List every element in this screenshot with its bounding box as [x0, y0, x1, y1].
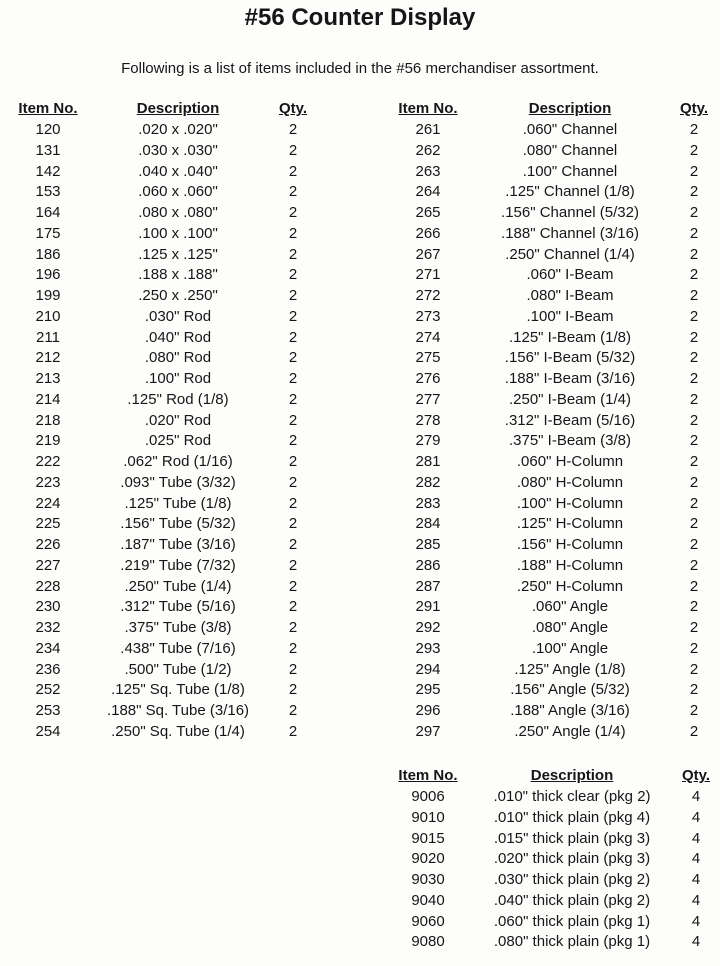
- quantity: 2: [288, 619, 298, 636]
- description: .080" H-Column: [516, 473, 624, 491]
- description: .100" H-Column: [516, 494, 624, 512]
- description: .188" H-Column: [516, 556, 624, 574]
- description: .020 x .020": [138, 121, 218, 138]
- table-row: [378, 829, 720, 850]
- item-number: 297: [415, 722, 441, 740]
- description: .156" I-Beam (5/32): [504, 349, 636, 367]
- page-subtitle: Following is a list of items included in the #56 merchandiser assortment.: [121, 60, 599, 77]
- table-row: [378, 182, 720, 203]
- header-quantity: Qty.: [681, 767, 711, 784]
- item-number: 186: [35, 245, 61, 263]
- quantity: 2: [288, 390, 298, 408]
- table-row: [378, 787, 720, 808]
- item-number: 253: [35, 702, 61, 719]
- description: .040" thick plain (pkg 2): [493, 891, 651, 909]
- table-row: [0, 265, 340, 286]
- table-row: [378, 891, 720, 912]
- item-number: 9060: [411, 912, 445, 930]
- item-number: 211: [36, 328, 60, 346]
- table-row: [378, 473, 720, 494]
- item-number: 278: [415, 411, 441, 429]
- table-row: [0, 618, 340, 639]
- item-number: 261: [415, 121, 441, 138]
- item-number: 252: [35, 681, 61, 699]
- item-number: 222: [35, 453, 61, 470]
- quantity: 2: [689, 598, 699, 616]
- item-number: 224: [35, 494, 61, 512]
- item-number: 275: [415, 349, 441, 367]
- quantity: 2: [689, 224, 699, 242]
- description: .080" Channel: [522, 141, 618, 159]
- table-row: [0, 701, 340, 722]
- item-number: 291: [415, 598, 441, 616]
- description: .030 x .030": [138, 141, 218, 159]
- quantity: 2: [689, 162, 699, 180]
- description: .156" Angle (5/32): [510, 681, 630, 699]
- description: .250" Angle (1/4): [514, 722, 626, 740]
- description: .060 x .060": [138, 183, 218, 201]
- quantity: 4: [691, 850, 701, 868]
- description: .188 x .188": [138, 266, 218, 284]
- table-header: [378, 765, 720, 787]
- description: .187" Tube (3/16): [120, 536, 236, 553]
- description: .125" Sq. Tube (1/8): [111, 681, 245, 699]
- quantity: 2: [288, 121, 298, 138]
- item-number: 9080: [411, 933, 445, 951]
- table-row: [378, 390, 720, 411]
- item-number: 175: [35, 224, 61, 242]
- header-description: Description: [136, 100, 220, 117]
- description: .060" I-Beam: [526, 266, 614, 284]
- item-number: 276: [415, 370, 441, 387]
- table-row: [0, 431, 340, 452]
- table-row: [0, 286, 340, 307]
- table-row: [378, 912, 720, 933]
- description: .219" Tube (7/32): [120, 556, 236, 574]
- item-number: 293: [415, 639, 441, 657]
- item-number: 287: [415, 577, 441, 595]
- description: .060" Angle: [531, 598, 609, 616]
- description: .080 x .080": [138, 204, 218, 221]
- table-row: [0, 411, 340, 432]
- quantity: 4: [691, 871, 701, 888]
- description: .020" thick plain (pkg 3): [493, 850, 651, 868]
- quantity: 2: [689, 722, 699, 740]
- description: .093" Tube (3/32): [120, 473, 236, 491]
- header-quantity: Qty.: [278, 100, 308, 117]
- table-row: [378, 452, 720, 473]
- item-number: 212: [35, 349, 61, 367]
- item-number: 218: [35, 411, 61, 429]
- table-row: [378, 808, 720, 829]
- quantity: 4: [691, 808, 701, 826]
- table-row: [378, 431, 720, 452]
- table-row: [0, 369, 340, 390]
- item-number: 120: [35, 121, 61, 138]
- header-item-number: Item No.: [18, 100, 78, 117]
- item-number: 292: [415, 619, 441, 636]
- header-item-number: Item No.: [398, 767, 458, 784]
- quantity: 2: [689, 619, 699, 636]
- table-row: [378, 348, 720, 369]
- item-number: 9040: [411, 891, 445, 909]
- description: .156" H-Column: [516, 536, 624, 553]
- description: .438" Tube (7/16): [120, 639, 236, 657]
- item-number: 196: [35, 266, 61, 284]
- quantity: 2: [689, 494, 699, 512]
- header-description: Description: [528, 100, 612, 117]
- item-number: 9015: [411, 829, 445, 847]
- item-number: 226: [35, 536, 61, 553]
- description: .250" I-Beam (1/4): [508, 390, 632, 408]
- quantity: 2: [288, 349, 298, 367]
- description: .125" Rod (1/8): [127, 390, 229, 408]
- table-row: [378, 203, 720, 224]
- table-row: [0, 182, 340, 203]
- table-row: [378, 680, 720, 701]
- description: .125 x .125": [138, 245, 218, 263]
- description: .375" I-Beam (3/8): [508, 432, 632, 450]
- description: .188" Channel (3/16): [501, 224, 639, 242]
- table-row: [378, 120, 720, 141]
- item-number: 230: [35, 598, 61, 616]
- table-row: [0, 141, 340, 162]
- description: .030" thick plain (pkg 2): [493, 871, 651, 888]
- page-title: #56 Counter Display: [244, 4, 476, 31]
- description: .060" thick plain (pkg 1): [493, 912, 651, 930]
- quantity: 2: [689, 473, 699, 491]
- description: .080" Angle: [531, 619, 609, 636]
- table-row: [0, 514, 340, 535]
- table-row: [378, 224, 720, 245]
- description: .125" Channel (1/8): [505, 183, 635, 201]
- description: .015" thick plain (pkg 3): [493, 829, 651, 847]
- description: .030" Rod: [144, 307, 212, 325]
- table-row: [378, 369, 720, 390]
- quantity: 2: [288, 722, 298, 740]
- quantity: 2: [288, 681, 298, 699]
- item-number: 265: [415, 204, 441, 221]
- table-row: [0, 535, 340, 556]
- description: .250 x .250": [138, 287, 218, 304]
- table-row: [0, 660, 340, 681]
- quantity: 2: [689, 141, 699, 159]
- quantity: 2: [689, 536, 699, 553]
- item-number: 210: [35, 307, 61, 325]
- item-number: 284: [415, 515, 441, 533]
- item-number: 227: [35, 556, 61, 574]
- quantity: 2: [288, 556, 298, 574]
- table-row: [0, 328, 340, 349]
- quantity: 2: [689, 515, 699, 533]
- header-quantity: Qty.: [679, 100, 709, 117]
- sheets-table: [378, 765, 720, 953]
- item-number: 283: [415, 494, 441, 512]
- item-number: 219: [35, 432, 61, 450]
- description: .188" I-Beam (3/16): [504, 370, 636, 387]
- item-number: 225: [35, 515, 61, 533]
- quantity: 2: [288, 204, 298, 221]
- quantity: 2: [288, 598, 298, 616]
- quantity: 2: [288, 411, 298, 429]
- table-row: [378, 597, 720, 618]
- table-row: [378, 514, 720, 535]
- table-row: [378, 870, 720, 891]
- quantity: 4: [691, 912, 701, 930]
- item-number: 9010: [411, 808, 445, 826]
- quantity: 2: [288, 266, 298, 284]
- description: .375" Tube (3/8): [124, 619, 232, 636]
- table-row: [0, 680, 340, 701]
- item-number: 264: [415, 183, 441, 201]
- quantity: 4: [691, 788, 701, 805]
- description: .312" Tube (5/16): [120, 598, 236, 616]
- description: .156" Channel (5/32): [501, 204, 639, 221]
- quantity: 2: [689, 266, 699, 284]
- quantity: 2: [689, 183, 699, 201]
- description: .080" thick plain (pkg 1): [493, 933, 651, 951]
- quantity: 4: [691, 933, 701, 951]
- description: .156" Tube (5/32): [120, 515, 236, 533]
- quantity: 2: [689, 556, 699, 574]
- item-number: 281: [415, 453, 441, 470]
- item-number: 295: [415, 681, 441, 699]
- table-row: [0, 348, 340, 369]
- quantity: 2: [689, 702, 699, 719]
- quantity: 2: [288, 515, 298, 533]
- table-row: [0, 245, 340, 266]
- item-number: 213: [35, 370, 61, 387]
- quantity: 2: [689, 328, 699, 346]
- description: .080" Rod: [144, 349, 212, 367]
- item-number: 263: [415, 162, 441, 180]
- table-row: [378, 162, 720, 183]
- table-row: [378, 265, 720, 286]
- quantity: 2: [689, 639, 699, 657]
- table-row: [0, 203, 340, 224]
- description: .250" H-Column: [516, 577, 624, 595]
- items-table-right: [378, 98, 720, 743]
- table-row: [0, 494, 340, 515]
- quantity: 2: [288, 370, 298, 387]
- table-row: [0, 307, 340, 328]
- quantity: 2: [689, 204, 699, 221]
- quantity: 2: [288, 577, 298, 595]
- description: .040" Rod: [144, 328, 212, 346]
- quantity: 2: [689, 577, 699, 595]
- table-row: [378, 660, 720, 681]
- description: .025" Rod: [144, 432, 212, 450]
- quantity: 2: [689, 390, 699, 408]
- quantity: 2: [288, 183, 298, 201]
- table-row: [0, 556, 340, 577]
- quantity: 2: [288, 432, 298, 450]
- description: .125" Angle (1/8): [514, 660, 626, 678]
- description: .100" Channel: [522, 162, 618, 180]
- quantity: 2: [288, 328, 298, 346]
- table-row: [0, 722, 340, 743]
- item-number: 294: [415, 660, 441, 678]
- item-number: 164: [35, 204, 61, 221]
- description: .040 x .040": [138, 162, 218, 180]
- item-number: 214: [35, 390, 61, 408]
- table-row: [378, 722, 720, 743]
- description: .060" H-Column: [516, 453, 624, 470]
- item-number: 273: [415, 307, 441, 325]
- table-row: [378, 328, 720, 349]
- table-row: [378, 639, 720, 660]
- table-row: [378, 577, 720, 598]
- table-row: [378, 245, 720, 266]
- table-row: [378, 307, 720, 328]
- quantity: 4: [691, 891, 701, 909]
- table-row: [0, 224, 340, 245]
- quantity: 2: [689, 660, 699, 678]
- item-number: 9006: [411, 788, 445, 805]
- item-number: 277: [415, 390, 441, 408]
- header-description: Description: [530, 767, 614, 784]
- item-number: 296: [415, 702, 441, 719]
- item-number: 266: [415, 224, 441, 242]
- quantity: 2: [288, 702, 298, 719]
- description: .312" I-Beam (5/16): [504, 411, 636, 429]
- table-row: [378, 932, 720, 953]
- description: .250" Sq. Tube (1/4): [111, 722, 245, 740]
- item-number: 234: [35, 639, 61, 657]
- table-row: [378, 701, 720, 722]
- table-row: [0, 597, 340, 618]
- description: .250" Tube (1/4): [124, 577, 232, 595]
- item-number: 9030: [411, 871, 445, 888]
- quantity: 2: [689, 307, 699, 325]
- description: .010" thick clear (pkg 2): [493, 788, 651, 805]
- table-header: [0, 98, 340, 120]
- item-number: 131: [35, 141, 61, 159]
- description: .100" Angle: [531, 639, 609, 657]
- item-number: 267: [415, 245, 441, 263]
- description: .500" Tube (1/2): [124, 660, 232, 678]
- description: .060" Channel: [522, 121, 618, 138]
- item-number: 279: [415, 432, 441, 450]
- item-number: 142: [35, 162, 61, 180]
- description: .100 x .100": [138, 224, 218, 242]
- quantity: 4: [691, 829, 701, 847]
- quantity: 2: [288, 453, 298, 470]
- table-row: [0, 639, 340, 660]
- description: .250" Channel (1/4): [505, 245, 635, 263]
- description: .080" I-Beam: [526, 287, 614, 304]
- table-row: [378, 411, 720, 432]
- header-item-number: Item No.: [398, 100, 458, 117]
- table-row: [378, 286, 720, 307]
- description: .010" thick plain (pkg 4): [493, 808, 651, 826]
- quantity: 2: [288, 536, 298, 553]
- quantity: 2: [689, 287, 699, 304]
- table-header: [378, 98, 720, 120]
- description: .100" Rod: [144, 370, 212, 387]
- description: .062" Rod (1/16): [123, 453, 233, 470]
- description: .188" Angle (3/16): [510, 702, 630, 719]
- item-number: 286: [415, 556, 441, 574]
- table-row: [378, 535, 720, 556]
- quantity: 2: [689, 245, 699, 263]
- quantity: 2: [288, 660, 298, 678]
- items-table-left: [0, 98, 340, 743]
- description: .125" Tube (1/8): [124, 494, 232, 512]
- description: .020" Rod: [144, 411, 212, 429]
- quantity: 2: [288, 224, 298, 242]
- quantity: 2: [689, 432, 699, 450]
- description: .125" H-Column: [516, 515, 624, 533]
- quantity: 2: [288, 307, 298, 325]
- item-number: 236: [35, 660, 61, 678]
- quantity: 2: [689, 349, 699, 367]
- item-number: 223: [35, 473, 61, 491]
- item-number: 228: [35, 577, 61, 595]
- quantity: 2: [288, 287, 298, 304]
- quantity: 2: [288, 141, 298, 159]
- item-number: 254: [35, 722, 61, 740]
- item-number: 274: [415, 328, 441, 346]
- table-row: [0, 390, 340, 411]
- description: .125" I-Beam (1/8): [508, 328, 632, 346]
- quantity: 2: [689, 453, 699, 470]
- table-row: [378, 556, 720, 577]
- item-number: 282: [415, 473, 441, 491]
- table-row: [378, 494, 720, 515]
- item-number: 271: [415, 266, 441, 284]
- quantity: 2: [288, 494, 298, 512]
- table-row: [0, 473, 340, 494]
- item-number: 232: [35, 619, 61, 636]
- item-number: 285: [415, 536, 441, 553]
- item-number: 262: [415, 141, 441, 159]
- quantity: 2: [288, 245, 298, 263]
- table-row: [0, 577, 340, 598]
- item-number: 153: [35, 183, 61, 201]
- quantity: 2: [288, 473, 298, 491]
- table-row: [0, 162, 340, 183]
- quantity: 2: [689, 370, 699, 387]
- quantity: 2: [689, 681, 699, 699]
- description: .100" I-Beam: [526, 307, 614, 325]
- quantity: 2: [288, 639, 298, 657]
- quantity: 2: [288, 162, 298, 180]
- table-row: [0, 452, 340, 473]
- description: .188" Sq. Tube (3/16): [106, 702, 250, 719]
- table-row: [0, 120, 340, 141]
- table-row: [378, 618, 720, 639]
- table-row: [378, 141, 720, 162]
- item-number: 9020: [411, 850, 445, 868]
- quantity: 2: [689, 121, 699, 138]
- quantity: 2: [689, 411, 699, 429]
- table-row: [378, 849, 720, 870]
- item-number: 199: [35, 287, 61, 304]
- item-number: 272: [415, 287, 441, 304]
